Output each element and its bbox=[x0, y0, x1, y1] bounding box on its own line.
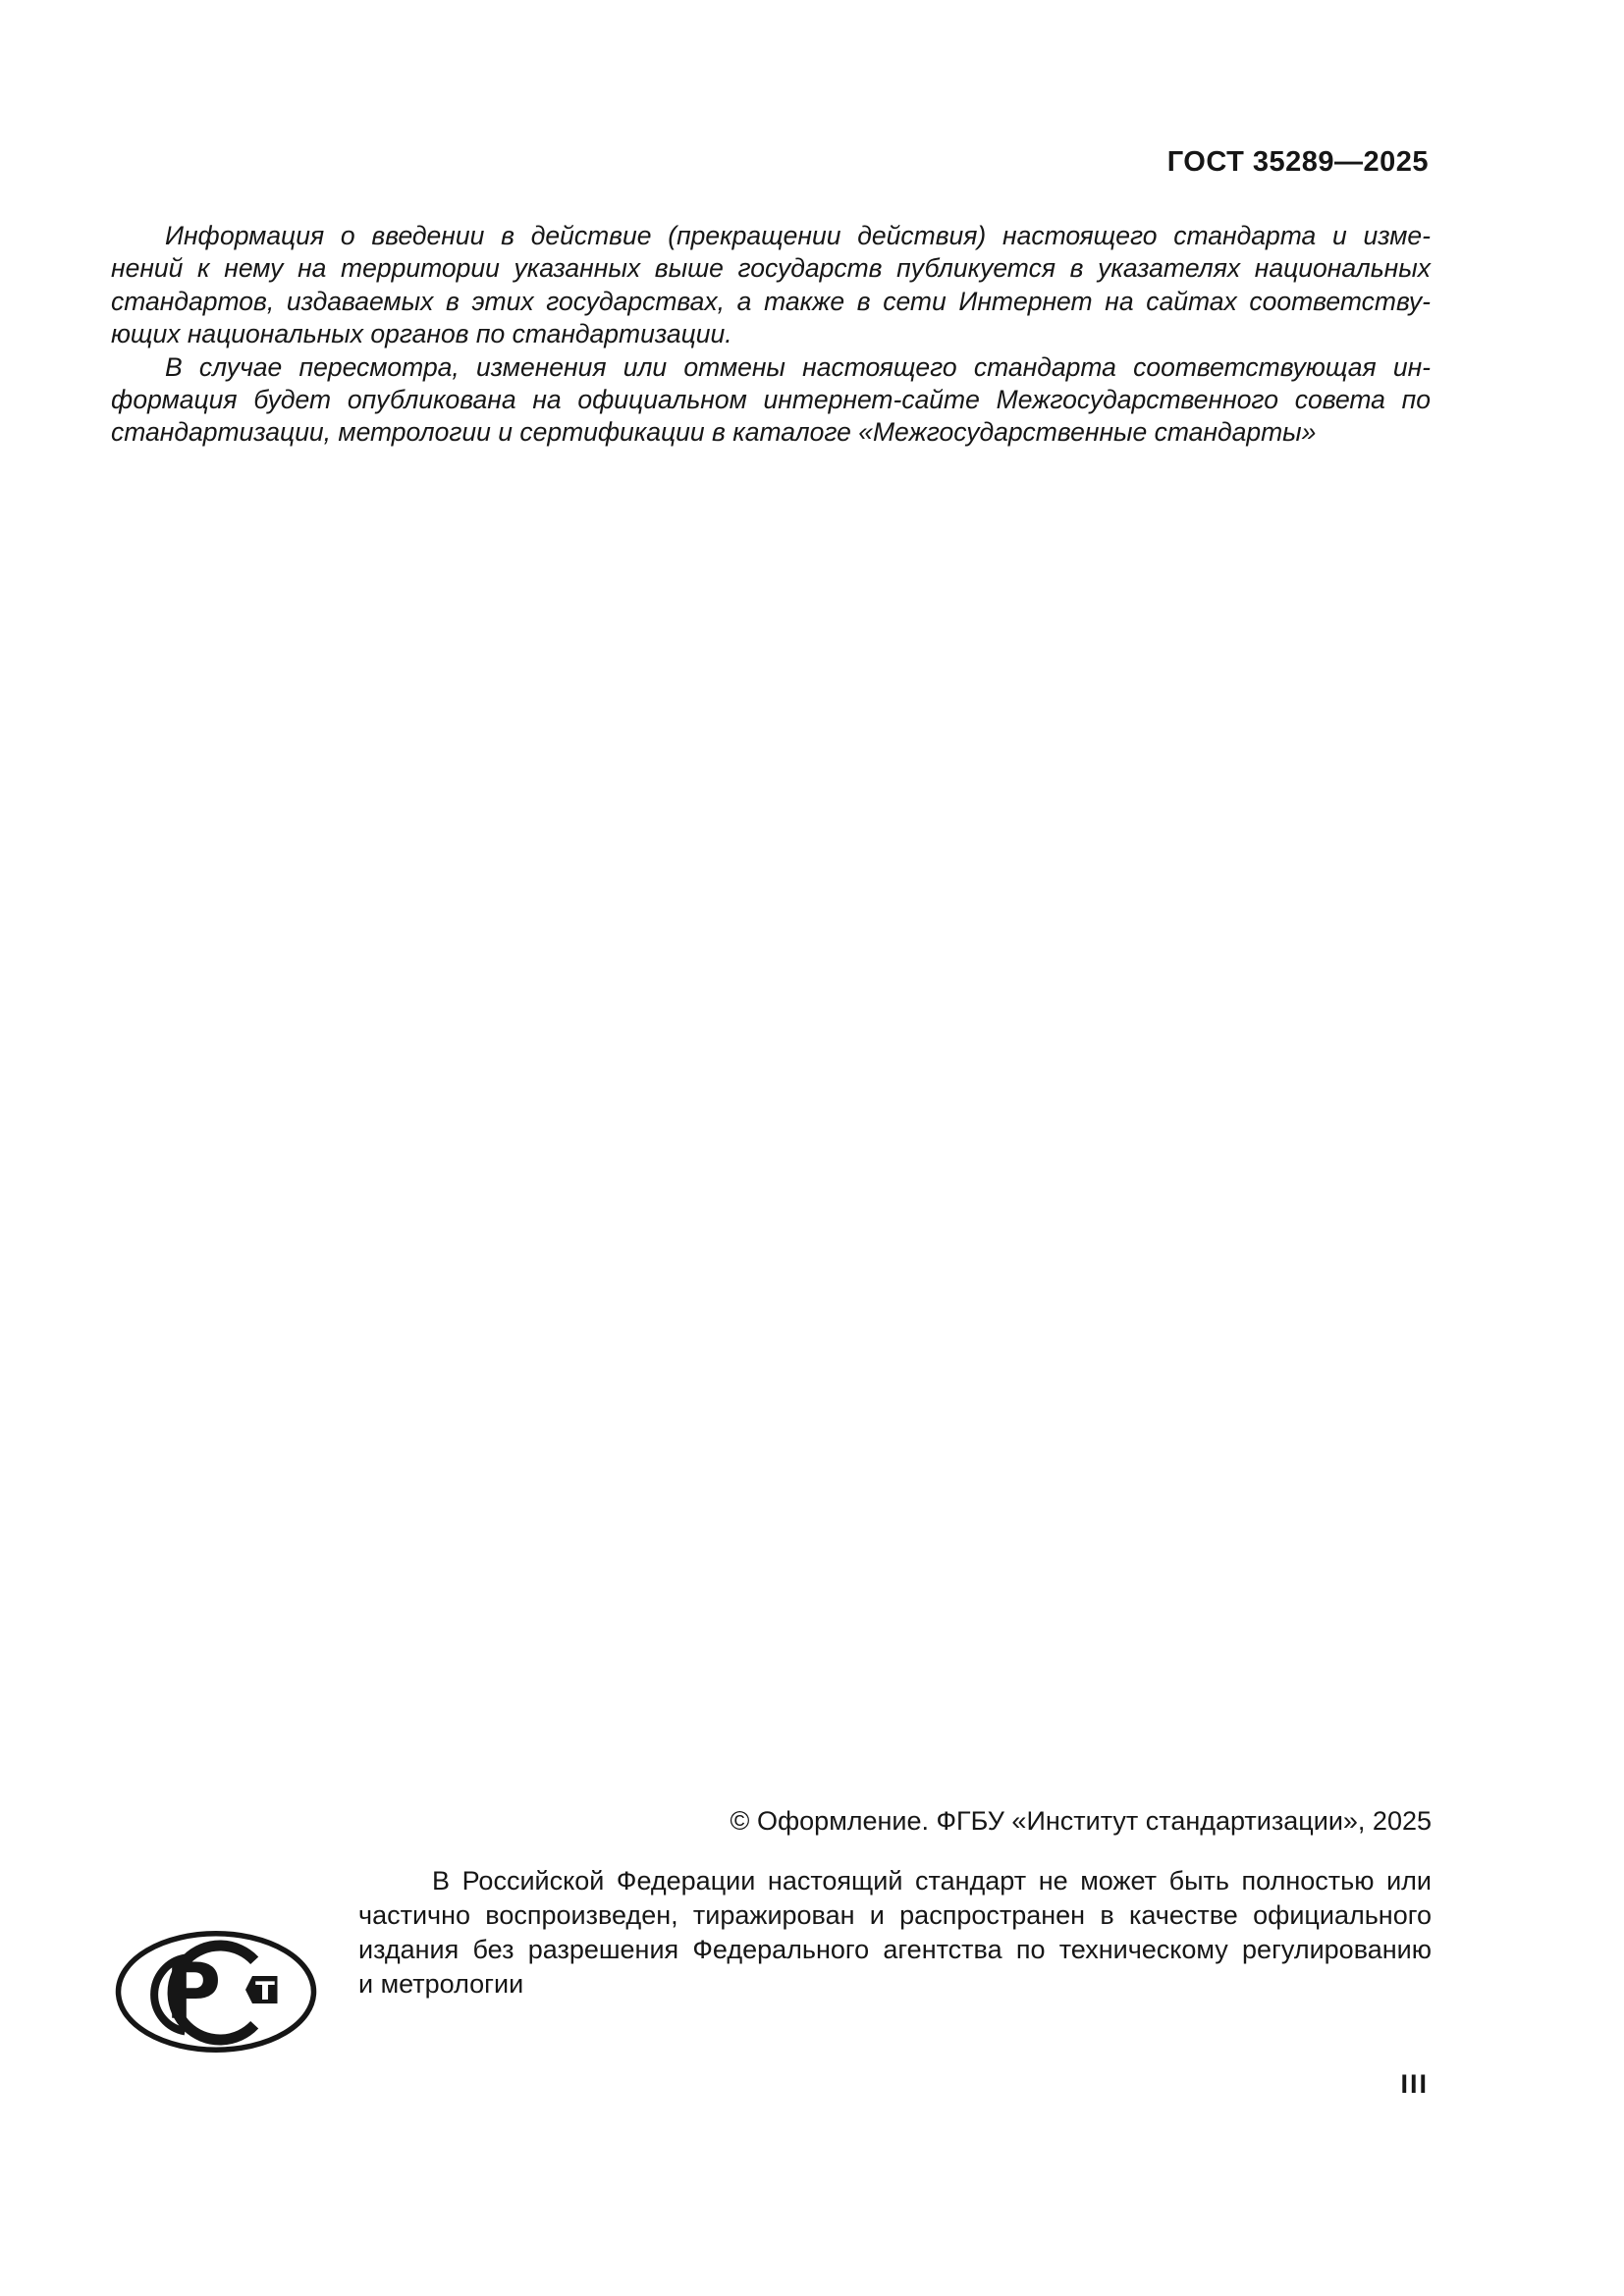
text-line: В случае пересмотра, изменения или отмены настоящего стандарта соответствующая ин- bbox=[165, 351, 1431, 382]
text-line: В Российской Федерации настоящий стандарт не может быть полностью или bbox=[432, 1866, 1432, 1896]
text-line: и метрологии bbox=[358, 1969, 524, 1999]
standard-code: ГОСТ 35289—2025 bbox=[1166, 146, 1429, 178]
availability-paragraph-2 bbox=[111, 351, 1431, 450]
text-line: нений к нему на территории указанных выше государств публикуется в указателях национальных bbox=[111, 253, 1431, 284]
logo-letter-p: Р bbox=[165, 1949, 222, 2037]
reproduction-notice bbox=[358, 1864, 1432, 2002]
text-line: стандартов, издаваемых в этих государствах, а также в сети Интернет на сайтах соответству- bbox=[111, 286, 1431, 316]
text-line: стандартизации, метрологии и сертификации в каталоге «Межгосударственные стандарты» bbox=[111, 417, 1317, 448]
availability-note bbox=[111, 220, 1431, 450]
text-line: частично воспроизведен, тиражирован и распространен в качестве официального bbox=[358, 1900, 1432, 1930]
logo-letter-t: т bbox=[255, 1969, 275, 2008]
rosstandart-rst-logo bbox=[115, 1931, 317, 2053]
availability-paragraph-1 bbox=[111, 220, 1431, 351]
text-line: Информация о введении в действие (прекращении действия) настоящего стандарта и изме- bbox=[165, 221, 1431, 250]
text-line: формация будет опубликована на официальном интернет-сайте Межгосударственного совета по bbox=[111, 385, 1431, 415]
text-line: издания без разрешения Федерального агентства по техническому регулированию bbox=[358, 1935, 1432, 1964]
page-number: III bbox=[1400, 2069, 1429, 2099]
text-line: ющих национальных органов по стандартизации. bbox=[111, 319, 732, 349]
copyright-line: © Оформление. ФГБУ «Институт стандартизации», 2025 bbox=[730, 1806, 1432, 1836]
